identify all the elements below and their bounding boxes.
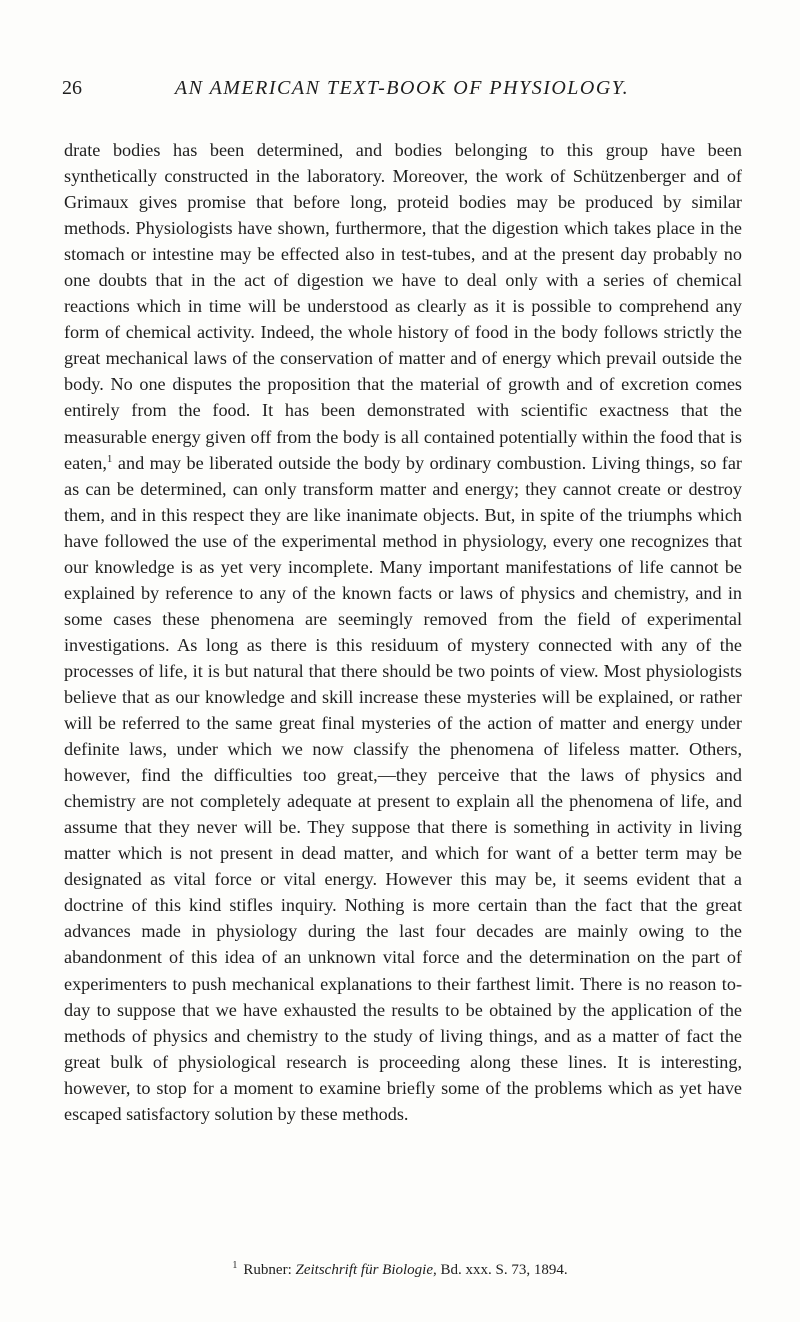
text-after-footnote: and may be liberated outside the body by ordinary combustion. Living things, so far as can be determined, can only transform matter and energy; they cannot create or destroy them, and in this respect they are like inanimate objects. But, in spite of the triumphs which have followed the use of the experimental method in physiology, every one recognizes that our knowledge is as yet very incomplete. Many important manifestations of life cannot be explained by reference to any of the known facts or laws of physics and chemistry, and in some cases these phenomena are seemingly removed from the field of experimental investigations. As long as there is this residuum of mystery connected with any of the processes of life, it is but natural that there should be two points of view. Most physiologists believe that as our knowledge and skill increase these mysteries will be explained, or rather will be referred to the same great final mysteries of the action of matter and energy under definite laws, under which we now classify the phenomena of lifeless matter. Others, however, find the difficulties too great,—they perceive that the laws of physics and chemistry are not completely adequate at present to explain all the phenomena of life, and assume that they never will be. They suppose that there is something in activity in living matter which is not present in dead matter, and which for want of a better term may be designated as vital force or vital energy. However this may be, it seems evident that a doctrine of this kind stifles inquiry. Nothing is more certain than the fact that the great advances made in physiology during the last four decades are mainly owing to the abandonment of this idea of an unknown vital force and the determination on the part of experimenters to push mechanical explanations to their farthest limit. There is no reason to-day to suppose that we have exhausted the results to be obtained by the application of the methods of physics and chemistry to the study of living things, and as a matter of fact the great bulk of physiological research is proceeding along these lines. It is interesting, however, to stop for a moment to examine briefly some of the problems which as yet have escaped satisfactory solution by these methods.: [64, 452, 742, 1124]
footnote-citation: , Bd. xxx. S. 73, 1894.: [432, 1262, 568, 1278]
footnote-author: Rubner:: [243, 1262, 296, 1278]
page-number: 26: [62, 77, 82, 99]
body-text: [64, 137, 742, 1127]
footnote-mark: 1: [232, 1260, 238, 1271]
running-head: [62, 73, 742, 103]
running-title: AN AMERICAN TEXT-BOOK OF PHYSIOLOGY.: [174, 77, 630, 99]
footnote-journal: Zeitschrift für Biologie: [295, 1262, 433, 1278]
text-before-footnote: drate bodies has been determined, and bodies belonging to this group have been synthetically constructed in the laboratory. Moreover, the work of Schützenberger and of Grimaux gives promise that before long, proteid bodies may be produced by similar methods. Physiologists have shown, furthermore, that the digestion which takes place in the stomach or intestine may be effected also in test-tubes, and at the present day probably no one doubts that in the act of digestion we have to deal only with a series of chemical reactions which in time will be understood as clearly as it is possible to comprehend any form of chemical activity. Indeed, the whole history of food in the body follows strictly the great mechanical laws of the conservation of matter and of energy which prevail outside the body. No one disputes the proposition that the material of growth and of excretion comes entirely from the food. It has been demonstrated with scientific exactness that the measurable energy given off from the body is all contained potentially within the food that is eaten,: [64, 140, 742, 473]
paragraph: [64, 137, 742, 1127]
footnote: [0, 1260, 800, 1280]
footnote-reference: 1: [106, 452, 113, 465]
